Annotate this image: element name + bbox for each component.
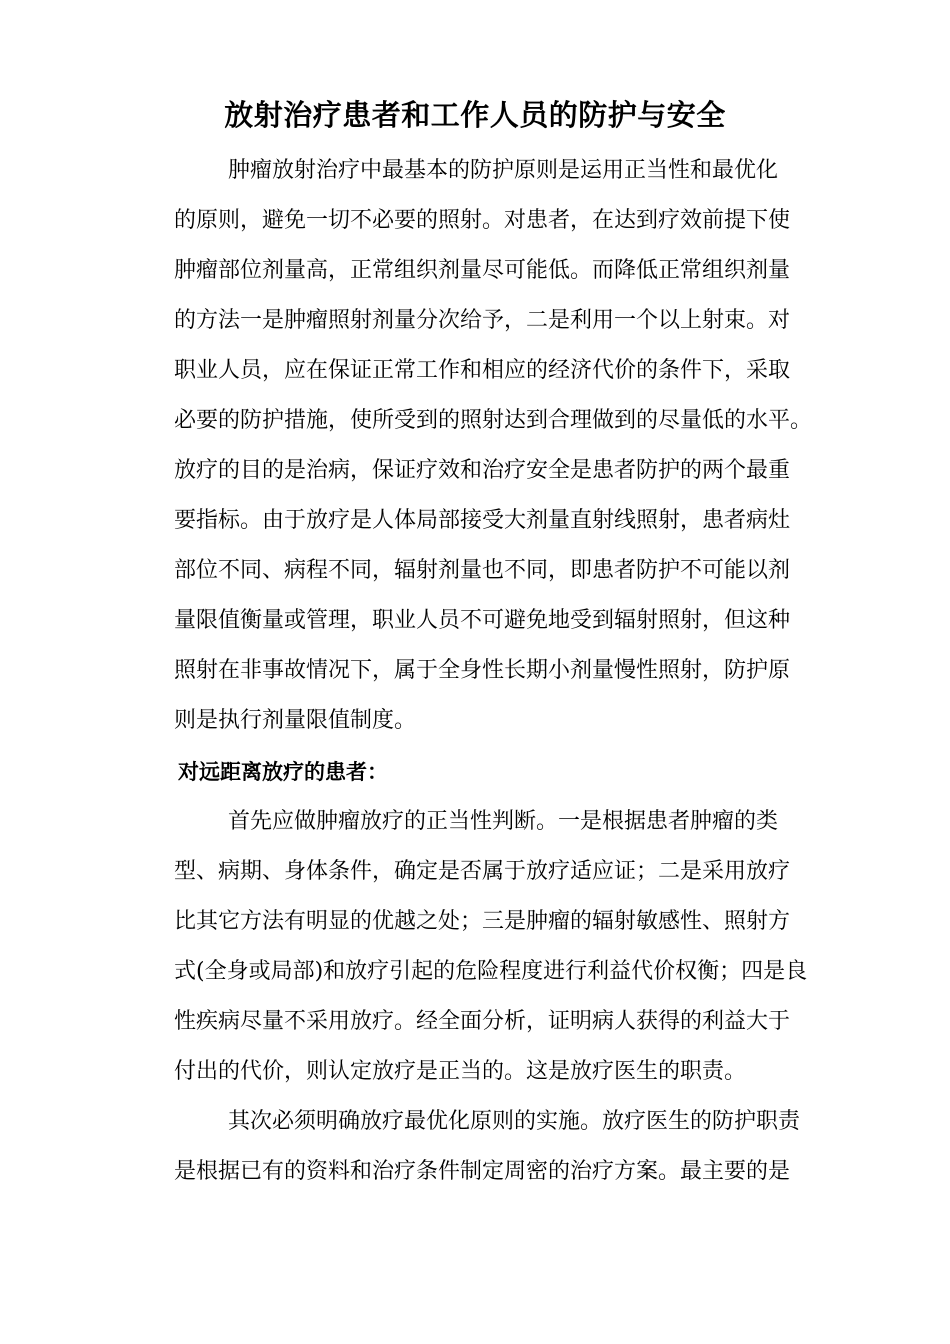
paragraph-line: 肿瘤部位剂量高，正常组织剂量尽可能低。而降低正常组织剂量 <box>174 258 791 283</box>
paragraph-line: 必要的防护措施，使所受到的照射达到合理做到的尽量低的水平。 <box>174 408 813 433</box>
paragraph-line: 职业人员，应在保证正常工作和相应的经济代价的条件下，采取 <box>174 358 791 383</box>
paragraph-line: 放疗的目的是治病，保证疗效和治疗安全是患者防护的两个最重 <box>174 458 791 483</box>
paragraph-line: 肿瘤放射治疗中最基本的防护原则是运用正当性和最优化 <box>228 158 779 183</box>
paragraph-line: 付出的代价，则认定放疗是正当的。这是放疗医生的职责。 <box>174 1059 747 1084</box>
paragraph-line: 要指标。由于放疗是人体局部接受大剂量直射线照射，患者病灶 <box>174 508 791 533</box>
paragraph-line: 式(全身或局部)和放疗引起的危险程度进行利益代价权衡；四是良 <box>174 959 808 984</box>
paragraph-line: 的方法一是肿瘤照射剂量分次给予，二是利用一个以上射束。对 <box>174 308 791 333</box>
paragraph-line: 照射在非事故情况下，属于全身性长期小剂量慢性照射，防护原 <box>174 658 791 683</box>
paragraph-line: 的原则，避免一切不必要的照射。对患者，在达到疗效前提下使 <box>174 208 791 233</box>
paragraph-line: 比其它方法有明显的优越之处；三是肿瘤的辐射敏感性、照射方 <box>174 909 791 934</box>
paragraph-line: 型、病期、身体条件，确定是否属于放疗适应证；二是采用放疗 <box>174 859 791 884</box>
paragraph-line: 则是执行剂量限值制度。 <box>174 708 417 733</box>
paragraph-line: 其次必须明确放疗最优化原则的实施。放疗医生的防护职责 <box>228 1109 801 1134</box>
section-heading: 对远距离放疗的患者： <box>178 759 388 784</box>
paragraph-line: 部位不同、病程不同，辐射剂量也不同，即患者防护不可能以剂 <box>174 558 791 583</box>
paragraph-line: 性疾病尽量不采用放疗。经全面分析，证明病人获得的利益大于 <box>174 1009 791 1034</box>
paragraph-line: 量限值衡量或管理，职业人员不可避免地受到辐射照射，但这种 <box>174 608 791 633</box>
paragraph-line: 是根据已有的资料和治疗条件制定周密的治疗方案。最主要的是 <box>174 1159 791 1184</box>
document-title: 放射治疗患者和工作人员的防护与安全 <box>224 98 726 132</box>
paragraph-line: 首先应做肿瘤放疗的正当性判断。一是根据患者肿瘤的类 <box>228 809 779 834</box>
